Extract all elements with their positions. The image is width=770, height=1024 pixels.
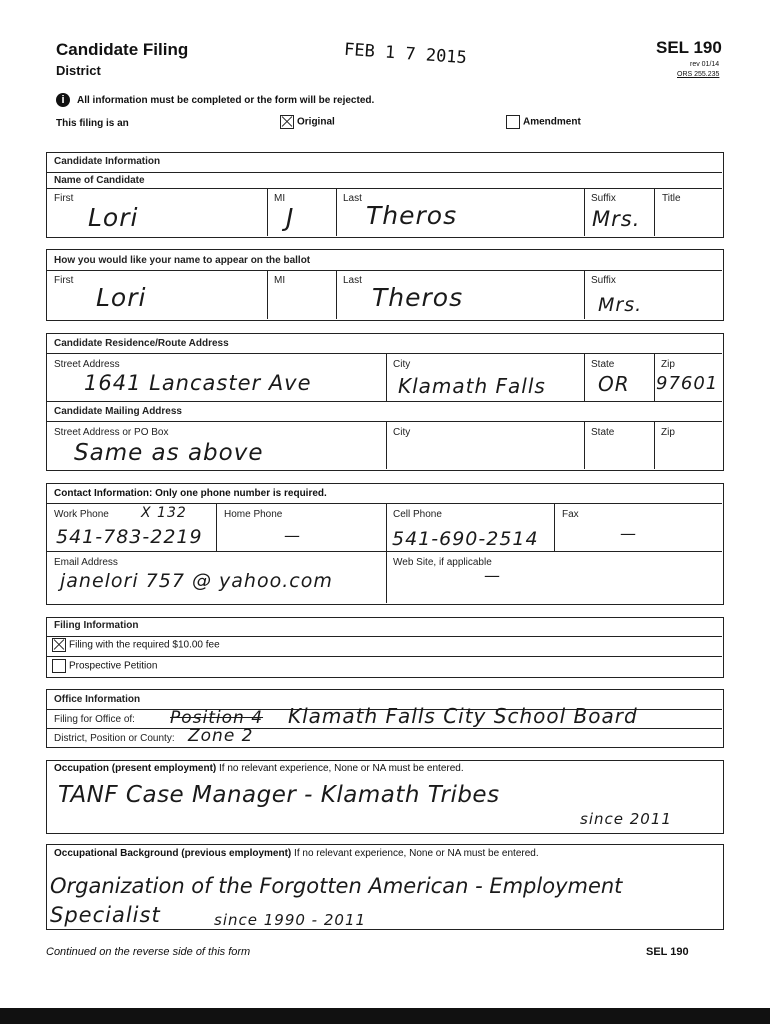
petition-checkbox[interactable] xyxy=(52,659,66,673)
fee-label: Filing with the required $10.00 fee xyxy=(69,639,220,651)
mailing-heading: Candidate Mailing Address xyxy=(54,406,182,417)
mail-street-label: Street Address or PO Box xyxy=(54,427,169,438)
title-label: Title xyxy=(662,193,681,204)
email-label: Email Address xyxy=(54,557,118,568)
residence-heading: Candidate Residence/Route Address xyxy=(54,338,229,349)
office-label: Filing for Office of: xyxy=(54,714,135,725)
contact-heading xyxy=(54,488,327,499)
info-icon: i xyxy=(56,93,70,107)
email-field[interactable]: janelori 757 @ yahoo.com xyxy=(60,570,333,592)
background-heading-bold: Occupational Background (previous employment) xyxy=(54,848,292,859)
statute-ref: ORS 255.235 xyxy=(677,71,720,78)
scan-edge-bar xyxy=(0,1008,770,1024)
mi-field[interactable]: J xyxy=(286,203,295,232)
first-name-field[interactable]: Lori xyxy=(88,203,139,232)
office-info-heading: Office Information xyxy=(54,694,141,705)
work-ext: X 132 xyxy=(141,505,187,521)
fee-checkbox[interactable] xyxy=(52,638,66,652)
form-revision: rev 01/14 xyxy=(690,61,720,68)
cell-phone-field[interactable]: 541-690-2514 xyxy=(392,528,539,550)
mi-label: MI xyxy=(274,193,286,204)
district-field[interactable]: Zone 2 xyxy=(188,726,254,746)
petition-option[interactable] xyxy=(52,659,157,673)
state-field[interactable]: OR xyxy=(598,372,630,396)
last-name-label: Last xyxy=(343,193,362,204)
filing-type-label: This filing is an xyxy=(56,118,129,129)
ballot-name-heading: How you would like your name to appear on the ballot xyxy=(54,255,311,266)
original-option[interactable] xyxy=(280,115,335,129)
contact-heading-bold: Contact Information: xyxy=(54,488,153,499)
fax-label: Fax xyxy=(562,509,579,520)
mail-zip-label: Zip xyxy=(661,427,675,438)
mail-city-label: City xyxy=(393,427,411,438)
background-heading-rest: If no relevant experience, None or NA must be entered. xyxy=(291,848,539,859)
occupation-heading-rest: If no relevant experience, None or NA must be entered. xyxy=(216,763,464,774)
form-id: SEL 190 xyxy=(656,38,722,57)
fax-field[interactable]: — xyxy=(620,524,637,543)
received-date-stamp: FEB 1 7 2015 xyxy=(343,39,468,69)
notice-text: All information must be completed or the form will be rejected. xyxy=(77,95,375,106)
background-heading xyxy=(54,848,539,859)
home-phone-field[interactable]: — xyxy=(284,526,301,545)
street-field[interactable]: 1641 Lancaster Ave xyxy=(84,371,312,395)
background-field-line1[interactable]: Organization of the Forgotten American - Employment xyxy=(50,874,623,898)
website-field[interactable]: — xyxy=(484,566,501,585)
mail-street-field[interactable]: Same as above xyxy=(74,440,264,466)
state-label: State xyxy=(591,359,615,370)
ballot-last-field[interactable]: Theros xyxy=(372,283,464,312)
ballot-suffix-field[interactable]: Mrs. xyxy=(598,294,643,316)
contact-heading-rest: Only one phone number is required. xyxy=(152,488,327,499)
street-label: Street Address xyxy=(54,359,120,370)
mail-state-label: State xyxy=(591,427,615,438)
zip-label: Zip xyxy=(661,359,675,370)
page-title: Candidate Filing xyxy=(56,40,189,59)
ballot-first-field[interactable]: Lori xyxy=(96,283,147,312)
occupation-field[interactable]: TANF Case Manager - Klamath Tribes xyxy=(58,782,500,808)
zip-field[interactable]: 97601 xyxy=(656,373,719,394)
district-label: District, Position or County: xyxy=(54,733,175,744)
amendment-label: Amendment xyxy=(523,116,581,128)
office-struck-text: Position 4 xyxy=(170,708,264,728)
suffix-label: Suffix xyxy=(591,193,616,204)
filing-info-heading: Filing Information xyxy=(54,620,139,631)
ballot-suffix-label: Suffix xyxy=(591,275,616,286)
city-field[interactable]: Klamath Falls xyxy=(398,374,546,398)
first-name-label: First xyxy=(54,193,74,204)
ballot-last-label: Last xyxy=(343,275,362,286)
city-label: City xyxy=(393,359,411,370)
work-phone-field[interactable]: 541-783-2219 xyxy=(56,526,203,548)
background-field-line2[interactable]: Specialist xyxy=(50,903,161,927)
occupation-heading-bold: Occupation (present employment) xyxy=(54,763,217,774)
website-label: Web Site, if applicable xyxy=(393,557,492,568)
home-phone-label: Home Phone xyxy=(224,509,283,520)
original-label: Original xyxy=(297,116,335,128)
name-of-candidate-heading: Name of Candidate xyxy=(54,175,145,186)
occupation-since: since 2011 xyxy=(580,810,672,828)
candidate-info-heading: Candidate Information xyxy=(54,156,161,167)
amendment-checkbox[interactable] xyxy=(506,115,520,129)
ballot-mi-label: MI xyxy=(274,275,286,286)
cell-phone-label: Cell Phone xyxy=(393,509,442,520)
amendment-option[interactable] xyxy=(506,115,581,129)
occupation-heading xyxy=(54,763,464,774)
continued-note: Continued on the reverse side of this form xyxy=(46,946,251,958)
last-name-field[interactable]: Theros xyxy=(366,201,458,230)
work-phone-label: Work Phone xyxy=(54,509,109,520)
background-since: since 1990 - 2011 xyxy=(214,911,367,929)
page-subtitle: District xyxy=(56,63,101,78)
footer-form-id: SEL 190 xyxy=(646,946,689,958)
petition-label: Prospective Petition xyxy=(69,660,158,672)
ballot-first-label: First xyxy=(54,275,74,286)
suffix-field[interactable]: Mrs. xyxy=(592,207,641,231)
original-checkbox[interactable] xyxy=(280,115,294,129)
fee-option[interactable] xyxy=(52,638,220,652)
office-field[interactable]: Klamath Falls City School Board xyxy=(288,704,638,728)
